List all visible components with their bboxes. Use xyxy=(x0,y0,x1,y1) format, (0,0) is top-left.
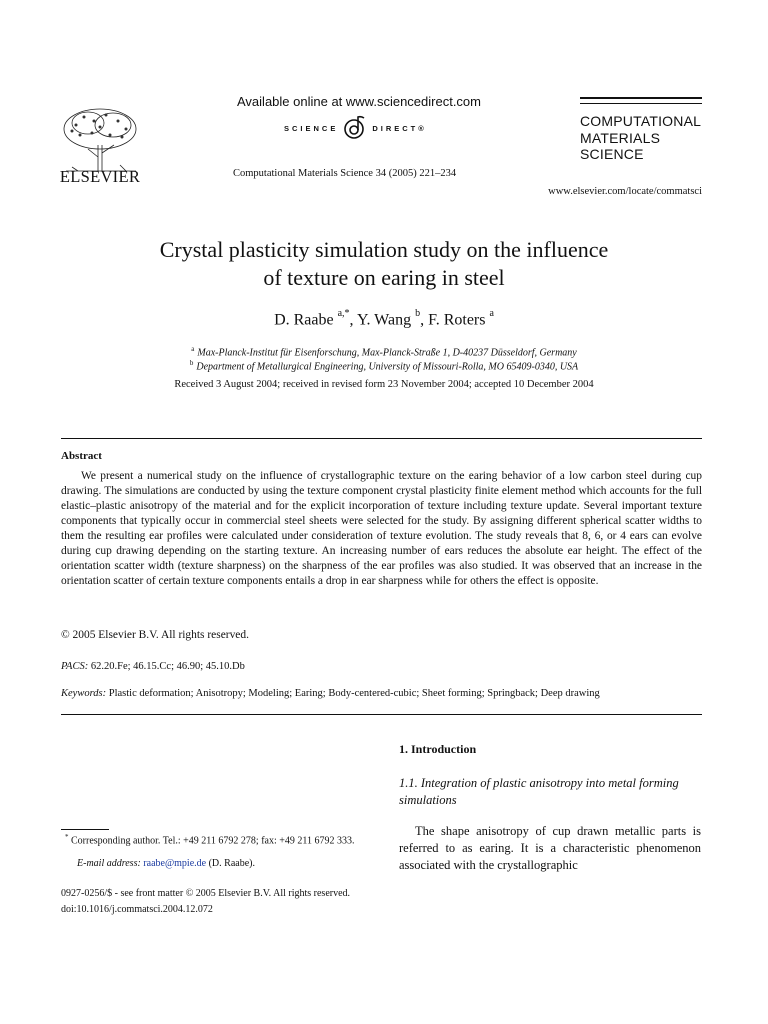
footnote-text: Corresponding author. Tel.: +49 211 6792 278; fax: +49 211 6792 333. xyxy=(71,835,355,847)
paper-title xyxy=(60,236,708,292)
affiliation-mark: a xyxy=(191,345,195,353)
journal-rule xyxy=(580,103,702,104)
pacs-line xyxy=(61,661,245,672)
corresponding-author-footnote xyxy=(61,831,366,848)
affiliation-mark: b xyxy=(189,359,194,367)
author-name: Y. Wang xyxy=(356,311,412,329)
pacs-label: PACS: xyxy=(61,661,89,672)
sciencedirect-left: SCIENCE xyxy=(284,123,339,133)
paper-title-line: Crystal plasticity simulation study on the influence xyxy=(159,237,609,262)
journal-rule xyxy=(580,97,702,99)
email-suffix: (D. Raabe). xyxy=(208,858,255,869)
received-dates: Received 3 August 2004; received in revised form 23 November 2004; accepted 10 December 2004 xyxy=(174,379,594,390)
journal-url[interactable]: www.elsevier.com/locate/commatsci xyxy=(548,186,702,197)
affiliation-b xyxy=(60,359,708,372)
journal-title-line: SCIENCE xyxy=(580,146,644,162)
email-label: E-mail address: xyxy=(77,858,141,869)
affiliation-text: Max-Planck-Institut für Eisenforschung, Max-Planck-Straße 1, D-40237 Düsseldorf, Germany xyxy=(197,347,577,359)
publisher-name: ELSEVIER xyxy=(59,167,141,186)
copyright-notice: © 2005 Elsevier B.V. All rights reserved. xyxy=(61,629,249,641)
journal-citation: Computational Materials Science 34 (2005) 221–234 xyxy=(233,168,457,179)
available-online-text: Available online at www.sciencedirect.com xyxy=(237,94,481,109)
author-list xyxy=(60,310,708,329)
abstract-top-rule xyxy=(61,438,702,439)
journal-title-line: COMPUTATIONAL xyxy=(580,113,702,129)
section-heading: 1. Introduction xyxy=(399,742,477,756)
email-link[interactable]: raabe@mpie.de xyxy=(143,858,207,869)
paper-title-line: of texture on earing in steel xyxy=(263,265,505,290)
email-line xyxy=(77,858,255,869)
abstract-bottom-rule xyxy=(61,714,702,715)
keywords-line xyxy=(61,688,600,699)
footnote-mark: * xyxy=(65,833,69,841)
intro-paragraph: The shape anisotropy of cup drawn metallic parts is referred to as earing. It is a characteristic phenomenon associated with the crystallographic xyxy=(399,824,701,872)
journal-title-line: MATERIALS xyxy=(580,129,661,146)
doi-line[interactable]: doi:10.1016/j.commatsci.2004.12.072 xyxy=(61,904,213,915)
affiliation-a xyxy=(60,345,708,358)
subsection-heading: 1.1. Integration of plastic anisotropy into metal forming simulations xyxy=(399,776,679,807)
journal-title xyxy=(580,113,701,163)
abstract-heading: Abstract xyxy=(61,450,102,462)
affiliation-text: Department of Metallurgical Engineering, University of Missouri-Rolla, MO 65409-0340, USA xyxy=(196,361,579,373)
footnote-rule xyxy=(61,829,109,830)
sciencedirect-d-icon xyxy=(342,115,368,141)
author-separator: , xyxy=(420,311,429,329)
pacs-codes: 62.20.Fe; 46.15.Cc; 46.90; 45.10.Db xyxy=(90,661,245,672)
keywords-label: Keywords: xyxy=(61,688,107,699)
author-affiliation-mark: b xyxy=(415,308,421,319)
author-affiliation-mark: a xyxy=(489,308,494,319)
sciencedirect-logo xyxy=(284,115,427,141)
author-name: F. Roters xyxy=(428,311,486,329)
sciencedirect-right: DIRECT® xyxy=(372,123,427,133)
author-name: D. Raabe xyxy=(274,311,334,329)
front-matter-line: 0927-0256/$ - see front matter © 2005 Elsevier B.V. All rights reserved. xyxy=(61,888,351,899)
abstract-text: We present a numerical study on the influence of crystallographic texture on the earing behavior of a low carbon steel during cup drawing. The simulations are conducted by using the texture component crystal plasticity finite element method which accounts for the full elastic–plastic anisotropy of the material and for the explicit incorporation of texture including texture update. Several important texture components that typically occur in commercial steel sheets were selected for the study. By assigning different spherical scatter widths to them the resulting ear profiles were calculated under consideration of texture evolution. The study reveals that 8, 6, or 4 ears can evolve during cup drawing depending on the starting texture. An increasing number of ears reduces the absolute ear height. The effect of the orientation scatter width (texture sharpness) on the sharpness of the ear profiles was also studied. It was observed that an increase in the orientation scatter of certain texture components entails a drop in ear sharpness while for others the effect is opposite. xyxy=(61,470,702,587)
author-affiliation-mark: a,* xyxy=(337,308,350,319)
author-separator: , xyxy=(349,311,357,329)
keywords-list: Plastic deformation; Anisotropy; Modeling; Earing; Body-centered-cubic; Sheet forming; Springback; Deep drawing xyxy=(108,688,600,699)
